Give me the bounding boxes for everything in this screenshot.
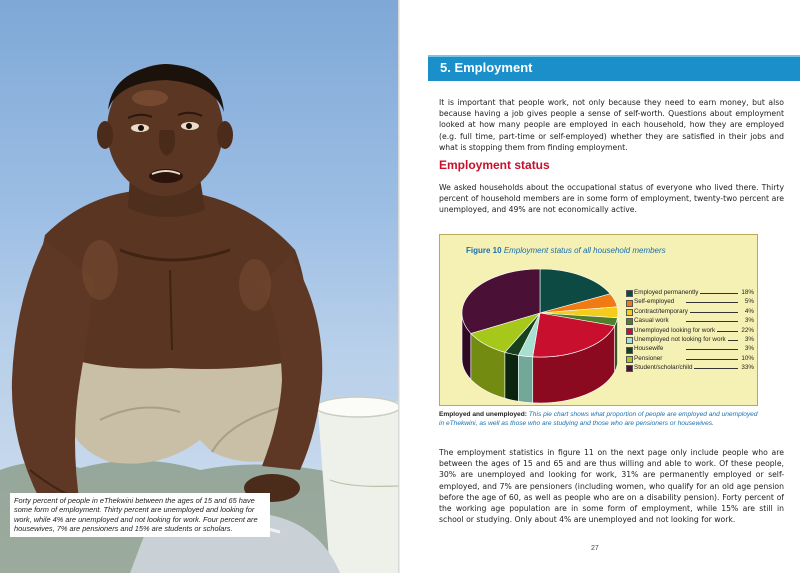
legend-leader-line xyxy=(686,359,738,360)
legend-item-housewife xyxy=(626,344,754,353)
chart-legend xyxy=(626,288,754,373)
figure-caption-text: This pie chart shows what proportion of people are employed and unemployed in eThekwini, as well as those who are studying and those who are pensioners or housewives. xyxy=(439,411,758,427)
figure-number: Figure 10 xyxy=(466,246,502,255)
legend-value: 10% xyxy=(741,354,754,362)
photo-caption: Forty percent of people in eThekwini between the ages of 15 and 65 have some form of employment. Thirty percent are unemployed and looking for work, while 4% are unemployed and not looking for work. Four percent are housewives, 7% are pensioners and 15% are students or scholars. xyxy=(10,493,270,537)
legend-value: 3% xyxy=(744,335,754,343)
legend-label: Employed permanently xyxy=(634,289,699,296)
employment-status-heading: Employment status xyxy=(439,158,550,172)
legend-swatch xyxy=(626,328,633,335)
legend-value: 3% xyxy=(744,345,754,353)
legend-swatch xyxy=(626,290,633,297)
legend-swatch xyxy=(626,356,633,363)
figure-title-text: Employment status of all household members xyxy=(503,246,666,255)
legend-label: Unemployed looking for work xyxy=(634,326,716,334)
employment-status-paragraph: We asked households about the occupational status of everyone who lived there. Thirty percent of household members are in some form of employment, twenty-two percent are unemployed, and 49% are not economically active. xyxy=(439,183,784,215)
pie-chart xyxy=(454,263,624,403)
legend-leader-line xyxy=(686,321,738,322)
legend-label: Pensioner xyxy=(634,354,663,362)
page-number: 27 xyxy=(591,545,599,552)
legend-swatch xyxy=(626,300,633,307)
legend-swatch xyxy=(626,347,633,354)
intro-paragraph: It is important that people work, not only because they need to earn money, but also because having a job gives people a sense of self-worth. Questions about employment looked at how many people are employed in each household, how they are employed (e.g. full time, part-time or self-employed) whether they are satisfied in their jobs and what is stopping them from finding employment. xyxy=(439,98,784,152)
left-page-photo xyxy=(0,0,398,573)
legend-value: 33% xyxy=(741,364,754,372)
worker-photo-illustration xyxy=(0,0,398,573)
figure-caption xyxy=(439,411,761,428)
right-page xyxy=(400,0,800,573)
legend-swatch xyxy=(626,318,633,325)
legend-item-unemployed-not-looking-for-work xyxy=(626,335,754,344)
section-title: 5. Employment xyxy=(440,60,533,75)
figure-10-box xyxy=(439,234,758,406)
legend-label: Casual work xyxy=(634,317,669,325)
legend-item-contract-temporary xyxy=(626,307,754,316)
legend-swatch xyxy=(626,337,633,344)
figure-title xyxy=(466,246,666,255)
legend-value: 18% xyxy=(741,289,754,296)
section-header-bar xyxy=(428,55,800,81)
legend-item-employed-permanently xyxy=(626,288,754,297)
legend-swatch xyxy=(626,365,633,372)
legend-item-self-employed xyxy=(626,297,754,306)
legend-label: Self-employed xyxy=(634,298,675,306)
legend-leader-line xyxy=(686,349,738,350)
legend-item-student-scholar-child xyxy=(626,363,754,372)
legend-item-casual-work xyxy=(626,316,754,325)
legend-value: 3% xyxy=(744,317,754,325)
legend-leader-line xyxy=(686,302,738,303)
body-paragraph-2: The employment statistics in figure 11 on the next page only include people who are between the ages of 15 and 65 and are thus willing and able to work. Of these people, 30% are unemployed and looking for work, 31% are permanently employed or self-employed, and 7% are pensioners (including women, who qualify for an old age pension before the age of 60, as well as people who are on a disability pension). Forty percent of the working age population are in some form of employment, while 15% are still in school or studying. Only about 4% are unemployed and not looking for work. xyxy=(439,448,784,525)
legend-label: Housewife xyxy=(634,345,664,353)
legend-label: Contract/temporary xyxy=(634,307,688,315)
legend-label: Unemployed not looking for work xyxy=(634,335,726,343)
legend-leader-line xyxy=(686,312,738,313)
legend-label: Student/scholar/child xyxy=(634,364,693,372)
legend-item-unemployed-looking-for-work xyxy=(626,326,754,335)
legend-swatch xyxy=(626,309,633,316)
legend-value: 22% xyxy=(741,326,754,334)
figure-caption-lead: Employed and unemployed: xyxy=(439,411,527,418)
pie-slice-side-casual-work xyxy=(615,318,618,372)
legend-value: 4% xyxy=(744,307,754,315)
pie-slice-side-housewife xyxy=(505,352,519,401)
legend-item-pensioner xyxy=(626,354,754,363)
legend-value: 5% xyxy=(744,298,754,306)
pie-slice-side-unemployed-not-looking-for-work xyxy=(518,355,532,403)
